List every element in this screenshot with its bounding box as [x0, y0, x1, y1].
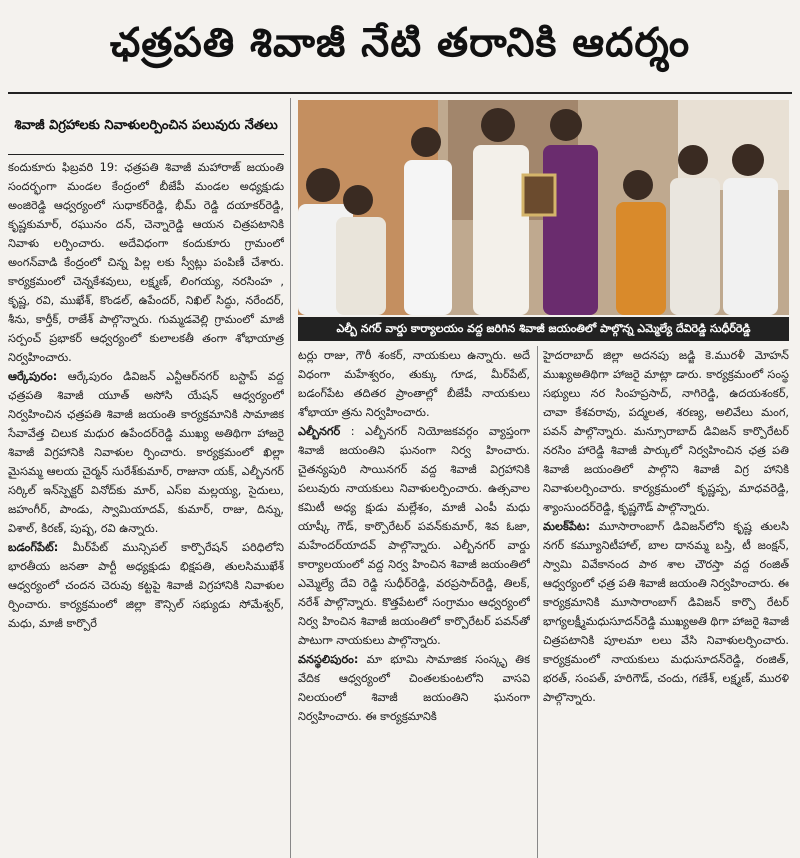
subheadline: శివాజీ విగ్రహాలకు నివాళులర్పించిన పలువురు నేతలు	[8, 98, 284, 155]
paragraph	[543, 346, 789, 517]
paragraph	[543, 517, 789, 707]
paragraph	[8, 367, 284, 538]
location-label: వనస్థలిపురం:	[298, 653, 359, 666]
paragraph	[298, 650, 530, 726]
article-column-2	[298, 346, 530, 858]
paragraph	[8, 538, 284, 633]
paragraph-text: మా భూమి సామాజిక సంస్కృ తిక వేదిక ఆధ్వర్యంలో చింతలకుంటలోని వాసవి నిలయంలో శివాజీ జయంతిని ఘనంగా నిర్వహించారు. ఈ కార్యక్రమానికి	[298, 653, 530, 723]
column-divider	[537, 346, 538, 858]
news-photo	[298, 100, 789, 315]
location-label: ఆర్కేపురం:	[8, 370, 58, 383]
location-label: బడంగ్‌పేట్:	[8, 541, 59, 554]
paragraph-text: హైదరాబాద్ జిల్లా అదనపు జడ్జి కె.మురళీ మోహన్ ముఖ్యఅతిథిగా హాజరై మాట్లా డారు. కార్యక్రమంలో సంస్థ సభ్యులు నర సింహప్రసాద్, నాగిరెడ్డి, ఉదయశంకర్, చావా కేశవరావు, పద్మలత, శరణ్య, అలివేలు మంగ, పవన్ పాల్గొన్నారు. మన్సూరాబాద్ డివిజన్ కార్పొరేటర్ నరసిం హారెడ్డి శివాజీ పార్కులో నిర్వహించిన ఛత్ర పతి శివాజీ జయంతిలో పాల్గొని శివాజీ విగ్ర హానికి నివాళులర్పించారు. కార్యక్రమంలో కృష్ణప్ప, మాధవరెడ్డి, శ్యాంసుందర్‌రెడ్డి, కృష్ణగౌడ్ పాల్గొన్నారు.	[543, 349, 789, 514]
photo-caption: ఎల్బీ నగర్ వార్డు కార్యాలయం వద్ద జరిగిన శివాజీ జయంతిలో పాల్గొన్న ఎమ్మెల్యే దేవిరెడ్డి సుధీర్‌రెడ్డి	[298, 317, 789, 341]
paragraph-text: మీర్‌పేట్ మున్సిపల్ కార్పొరేషన్ పరిధిలోని భారతీయ జనతా పార్టీ అధ్యక్షుడు భిక్షపతి, తులసిముఖేశ్ ఆధ్వర్యంలో చందన చెరువు కట్టపై శివాజీ విగ్రహానికి నివాళుల ర్పించారు. కార్యక్రమంలో జిల్లా కౌన్సిల్ సభ్యుడు సోమేశ్వర్, మధు, మాజీ కార్పొరే	[8, 541, 284, 630]
paragraph-text: మూసారాంబాగ్ డివిజన్‌లోని కృష్ణ తులసి నగర్ కమ్యూనిటీహాల్, బాల దానమ్మ బస్తి, టీ జంక్షన్, స్వామి వివేకానంద పాఠ శాల చౌరస్తా వద్ద రంజిత్ ఆధ్వర్యంలో ఛత్ర పతి శివాజీ జయంతి నిర్వహించారు. ఈ కార్యక్రమానికి మూసారాంబాగ్ డివిజన్ కార్పొ రేటర్ భాగ్యలక్ష్మీమధుసూదన్‌రెడ్డి ముఖ్యఅతి థిగా హాజరై శివాజీ చిత్రపటానికి పూలమా లలు వేసి నివాళులర్పించారు. కార్యక్రమంలో నాయకులు మధుసూదన్‌రెడ్డి, రంజిత్, భరత్, సంపత్, హరిగౌడ్, చందు, గణేశ్, లక్ష్మణ్, మురళి పాల్గొన్నారు.	[543, 520, 789, 704]
photo-illustration	[298, 100, 789, 315]
paragraph	[8, 158, 284, 367]
paragraph	[298, 346, 530, 422]
article-column-1	[8, 158, 284, 858]
column-divider	[290, 98, 291, 858]
location-label: మలక్‌పేట:	[543, 520, 591, 533]
headline-rule	[8, 92, 792, 94]
paragraph	[298, 422, 530, 650]
headline: ఛత్రపతి శివాజీ నేటి తరానికి ఆదర్శం	[109, 20, 691, 66]
location-label: ఎల్బీనగర్	[298, 425, 341, 438]
paragraph-text: కందుకూరు ఫిబ్రవరి 19: ఛత్రపతి శివాజీ మహారాజ్ జయంతి సందర్భంగా మండల కేంద్రంలో బీజేపీ మండల అధ్యక్షుడు అంజిరెడ్డి ఆధ్వర్యంలో సుధాకర్‌రెడ్డి, భీమ్ రెడ్డి దయాకర్‌రెడ్డి, కృష్ణకుమార్, రఘునం దన్, చెన్నారెడ్డి ఆయన చిత్రపటానికి నివాళు లర్పించారు. అదేవిధంగా కందుకూరు గ్రామంలో అంగన్‌వాడి కేంద్రంలో చిన్న పిల్ల లకు స్వీట్లు పంపిణీ చేశారు. కార్యక్రమంలో చెన్నకేశవులు, లక్ష్మణ్, లింగయ్య, నరసింహ , కృష్ణ, రవి, ముఖేశ్, కొండల్, ఉపేందర్, నిఖిల్ సిద్ధు, నరేందర్, శీను, కార్తీక్, రాజేశ్ పాల్గొన్నారు. గుమ్మడవెల్లి గ్రామంలో మాజీ సర్పంచ్ ప్రభాకర్ ఆధ్వర్యంలో కులాలకతీ తంగా శోభాయాత్ర నిర్వహించారు.	[8, 161, 284, 364]
article-column-3	[543, 346, 789, 858]
paragraph-text: టర్లు రాజు, గౌరీ శంకర్, నాయకులు ఉన్నారు. అదే విధంగా మహేశ్వరం, తుక్కు గూడ, మీర్‌పేట్, బడంగ్‌పేట తదితర ప్రాంతాల్లో బీజేపీ నాయకులు శోభాయా త్రను నిర్వహించారు.	[298, 349, 530, 419]
paragraph-text: ఆర్కేపురం డివిజన్ ఎన్టీఆర్‌నగర్ బస్టాప్ వద్ద ఛత్రపతి శివాజీ యూత్ అసోసి యేషన్ ఆధ్వర్యంలో నిర్వహించిన ఛత్రపతి శివాజీ జయంతి కార్యక్రమానికి సామాజిక సేవావేత్త చిలుక మధుర ఉపేందర్‌రెడ్డి ముఖ్య అతిథిగా హాజరై శివాజీ విగ్రహానికి నివాళుల ర్పించారు. కార్యక్రమంలో ఖిల్లా మైసమ్మ ఆలయ చైర్మన్ సురేశ్‌కుమార్, రాజునా యక్, ఎల్బీనగర్ సర్కిల్ ఇన్‌స్పెక్టర్ వినోద్‌కు మార్, ఎస్ఐ మల్లయ్య, సైదులు, జహంగీర్, పాండు, స్వామియాదవ్, కుమార్, రాజు, దిన్ను, విశాల్, కిరణ్, పుష్ప, రవి ఉన్నారు.	[8, 370, 284, 535]
paragraph-text: : ఎల్బీనగర్ నియోజకవర్గం వ్యాప్తంగా శివాజీ జయంతిని ఘనంగా నిర్వ హించారు. చైతన్యపురి సాయినగర్ వద్ద శివాజీ విగ్రహానికి పలువురు నాయకులు నివాళులర్పించారు. ఉత్సవాల కమిటీ అధ్య క్షుడు మల్లేశం, మాజీ ఎంపీ మధు యాష్కీ గౌడ్, కార్పొరేటర్ పవన్‌కుమార్, శివ ఓజా, మహేందర్‌యాదవ్ పాల్గొన్నారు. ఎల్బీనగర్ వార్డు కార్యాలయంలో వద్ద నిర్వ హించిన శివాజీ జయంతిలో ఎమ్మెల్యే దేవి రెడ్డి సుధీర్‌రెడ్డి, వరప్రసాద్‌రెడ్డి, తిలక్, నరేశ్ పాల్గొన్నారు. కొత్తపేటలో సంగ్రామం ఆధ్వర్యంలో నిర్వ హించిన శివాజీ జయంతిలో కార్పొరేటర్ పవన్‌తో పాటుగా నాయకులు పాల్గొన్నారు.	[298, 425, 530, 647]
